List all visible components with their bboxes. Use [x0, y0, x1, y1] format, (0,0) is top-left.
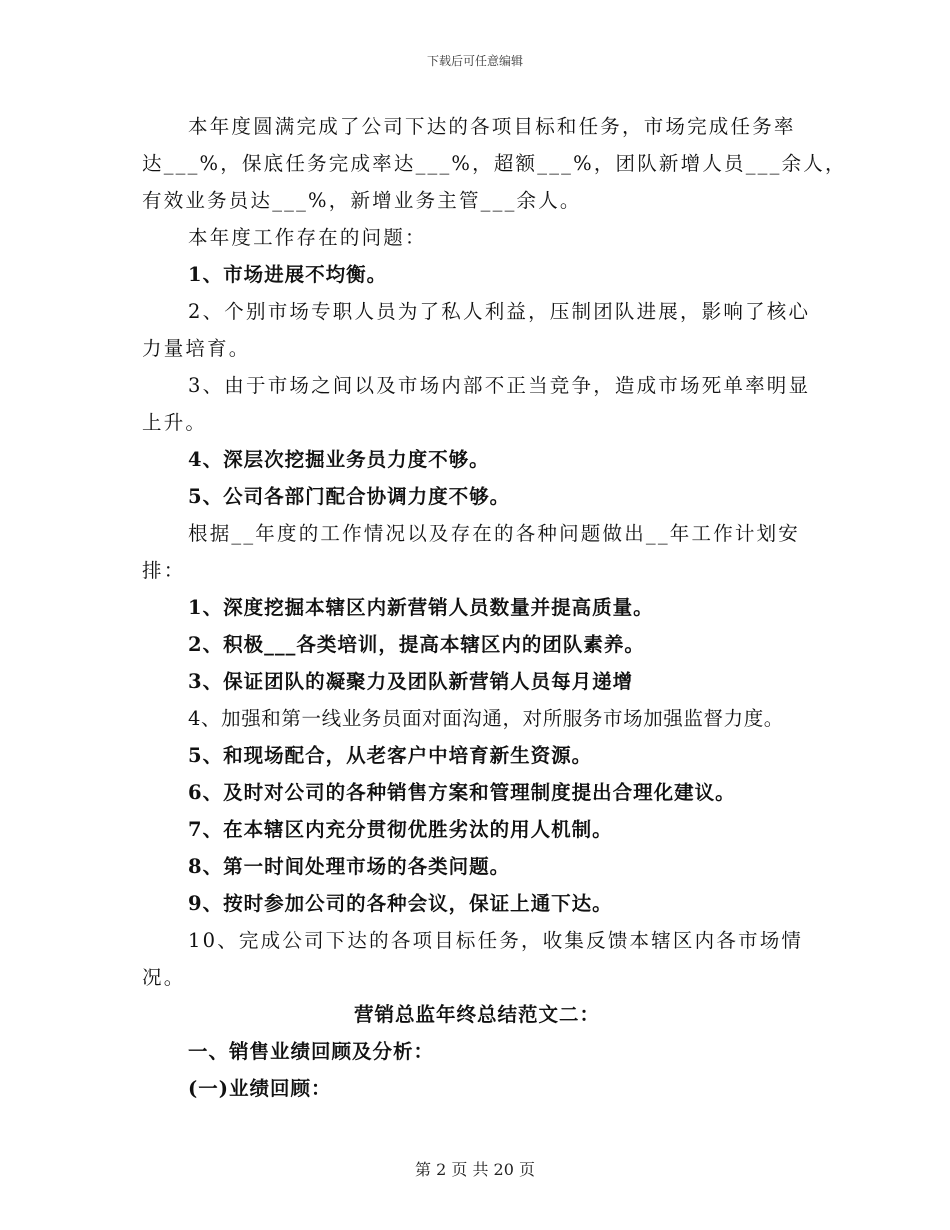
- heading-sales-review: 一、销售业绩回顾及分析：: [188, 1040, 435, 1063]
- plan-item-7: 7、在本辖区内充分贯彻优胜劣汰的用人机制。: [188, 818, 613, 841]
- plan-item-9: 9、按时参加公司的各种会议，保证上通下达。: [188, 892, 613, 915]
- paragraph-problems-intro: 本年度工作存在的问题：: [188, 226, 427, 249]
- plan-item-6: 6、及时对公司的各种销售方案和管理制度提出合理化建议。: [188, 781, 736, 804]
- heading-performance-review: (一)业绩回顾：: [188, 1077, 332, 1100]
- plan-item-3: 3、保证团队的凝聚力及团队新营销人员每月递增: [188, 670, 634, 693]
- paragraph-summary-line-2: 达___%，保底任务完成率达___%，超额___%，团队新增人员___余人，: [142, 152, 847, 175]
- problem-item-4: 4、深层次挖掘业务员力度不够。: [188, 448, 490, 471]
- plan-item-1: 1、深度挖掘本辖区内新营销人员数量并提高质量。: [188, 596, 654, 619]
- paragraph-plan-intro-line-2: 排：: [142, 559, 186, 582]
- plan-item-4: 4、加强和第一线业务员面对面沟通，对所服务市场加强监督力度。: [188, 707, 784, 730]
- paragraph-plan-intro-line-1: 根据__年度的工作情况以及存在的各种问题做出__年工作计划安: [188, 522, 801, 545]
- paragraph-summary-line-1: 本年度圆满完成了公司下达的各项目标和任务，市场完成任务率: [188, 115, 796, 138]
- problem-item-1: 1、市场进展不均衡。: [188, 263, 388, 286]
- page-number-footer: 第 2 页 共 20 页: [415, 1160, 535, 1179]
- plan-item-10-line-2: 况。: [142, 966, 186, 989]
- problem-item-2-line-1: 2、个别市场专职人员为了私人利益，压制团队进展，影响了核心: [188, 300, 811, 323]
- plan-item-8: 8、第一时间处理市场的各类问题。: [188, 855, 511, 878]
- plan-item-5: 5、和现场配合，从老客户中培育新生资源。: [188, 744, 593, 767]
- paragraph-summary-line-3: 有效业务员达___%，新增业务主管___余人。: [142, 189, 582, 212]
- page-header: 下载后可任意编辑: [426, 54, 523, 68]
- problem-item-5: 5、公司各部门配合协调力度不够。: [188, 485, 511, 508]
- plan-item-10-line-1: 10、完成公司下达的各项目标任务，收集反馈本辖区内各市场情: [188, 929, 804, 952]
- problem-item-3-line-2: 上升。: [142, 411, 208, 434]
- section-title: 营销总监年终总结范文二：: [353, 1003, 600, 1026]
- problem-item-2-line-2: 力量培育。: [142, 337, 251, 360]
- document-body: [142, 108, 847, 1107]
- plan-item-2: 2、积极___各类培训，提高本辖区内的团队素养。: [188, 633, 645, 656]
- problem-item-3-line-1: 3、由于市场之间以及市场内部不正当竞争，造成市场死单率明显: [188, 374, 811, 397]
